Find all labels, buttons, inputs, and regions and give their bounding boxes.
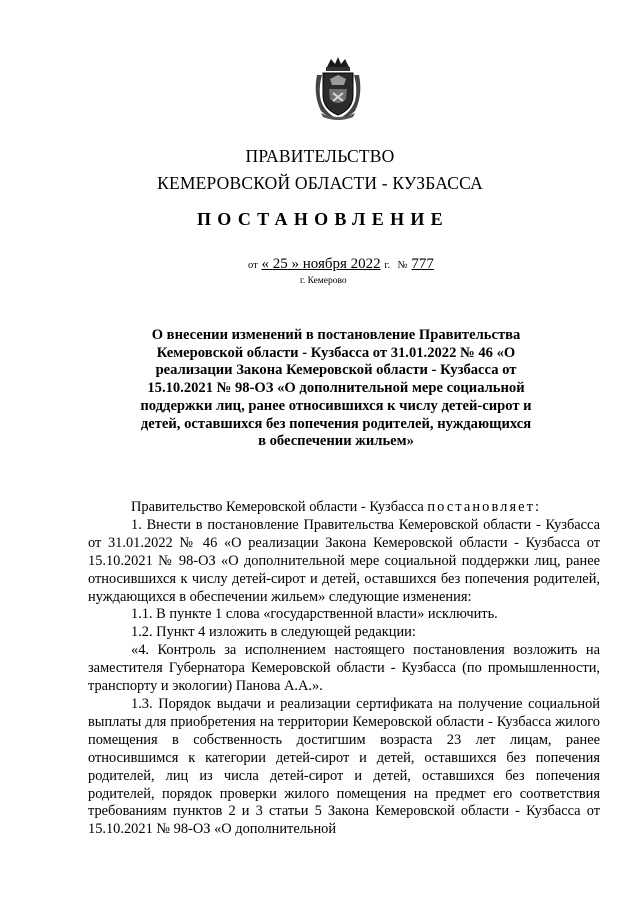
document-number: 777	[411, 256, 434, 272]
paragraph-1-3: 1.3. Порядок выдачи и реализации сертификата на получение социальной выплаты для приобретения на территории Кемеровской области - Кузбасса жилого помещения в собственность достигшим возраста 23 лет лицам, ранее относившимся к категории детей-сирот и детей, оставшихся без попечения родителей, лиц из числа детей-сирот и детей, оставшихся без попечения родителей, порядок проверки жилого помещения на предмет его соответствия требованиям пунктов 2 и 3 статьи 5 Закона Кемеровской области - Кузбасса от 15.10.2021 № 98-ОЗ «О дополнительной	[88, 695, 600, 838]
government-name-line2: КЕМЕРОВСКОЙ ОБЛАСТИ - КУЗБАССА	[157, 173, 483, 193]
number-sign: №	[397, 260, 408, 271]
preamble: Правительство Кемеровской области - Кузбасса постановляет:	[131, 499, 542, 515]
kemerovo-coat-of-arms-icon	[313, 55, 363, 121]
issue-city: г. Кемерово	[300, 276, 347, 286]
preamble-verb: постановляет:	[427, 499, 542, 515]
date-day-field: « 25 » ноября 2022	[261, 256, 381, 272]
paragraph-1-2: 1.2. Пункт 4 изложить в следующей редакции:	[131, 624, 416, 641]
document-heading: О внесении изменений в постановление Правительства Кемеровской области - Кузбасса от 31.01.2022 № 46 «О реализации Закона Кемеровской области - Кузбасса от 15.10.2021 № 98-ОЗ «О дополнительной мере социальной поддержки лиц, ранее относившихся к числу детей-сирот и детей, оставшихся без попечения родителей, нуждающихся в обеспечении жильем»	[140, 327, 532, 450]
dateline	[248, 256, 434, 273]
document-type-title: ПОСТАНОВЛЕНИЕ	[197, 209, 449, 229]
date-prefix: от	[248, 260, 258, 271]
paragraph-1: 1. Внести в постановление Правительства Кемеровской области - Кузбасса от 31.01.2022 № 46 «О реализации Закона Кемеровской области - Кузбасса от 15.10.2021 № 98-ОЗ «О дополнительной мере социальной поддержки лиц, ранее относившихся к числу детей-сирот и детей, оставшихся без попечения родителей, нуждающихся в обеспечении жильем» следующие изменения:	[88, 516, 600, 605]
paragraph-1-1: 1.1. В пункте 1 слова «государственной власти» исключить.	[131, 606, 498, 623]
government-name-line1: ПРАВИТЕЛЬСТВО	[245, 146, 395, 166]
document-body	[88, 499, 600, 839]
date-month-year: ноября 2022	[302, 256, 381, 272]
date-year-suffix: г.	[384, 260, 391, 271]
date-day: 25	[272, 256, 288, 272]
paragraph-quoted-4: «4. Контроль за исполнением настоящего постановления возложить на заместителя Губернатора Кемеровской области - Кузбасса (по промышленности, транспорту и экологии) Панова А.А.».	[88, 642, 600, 695]
